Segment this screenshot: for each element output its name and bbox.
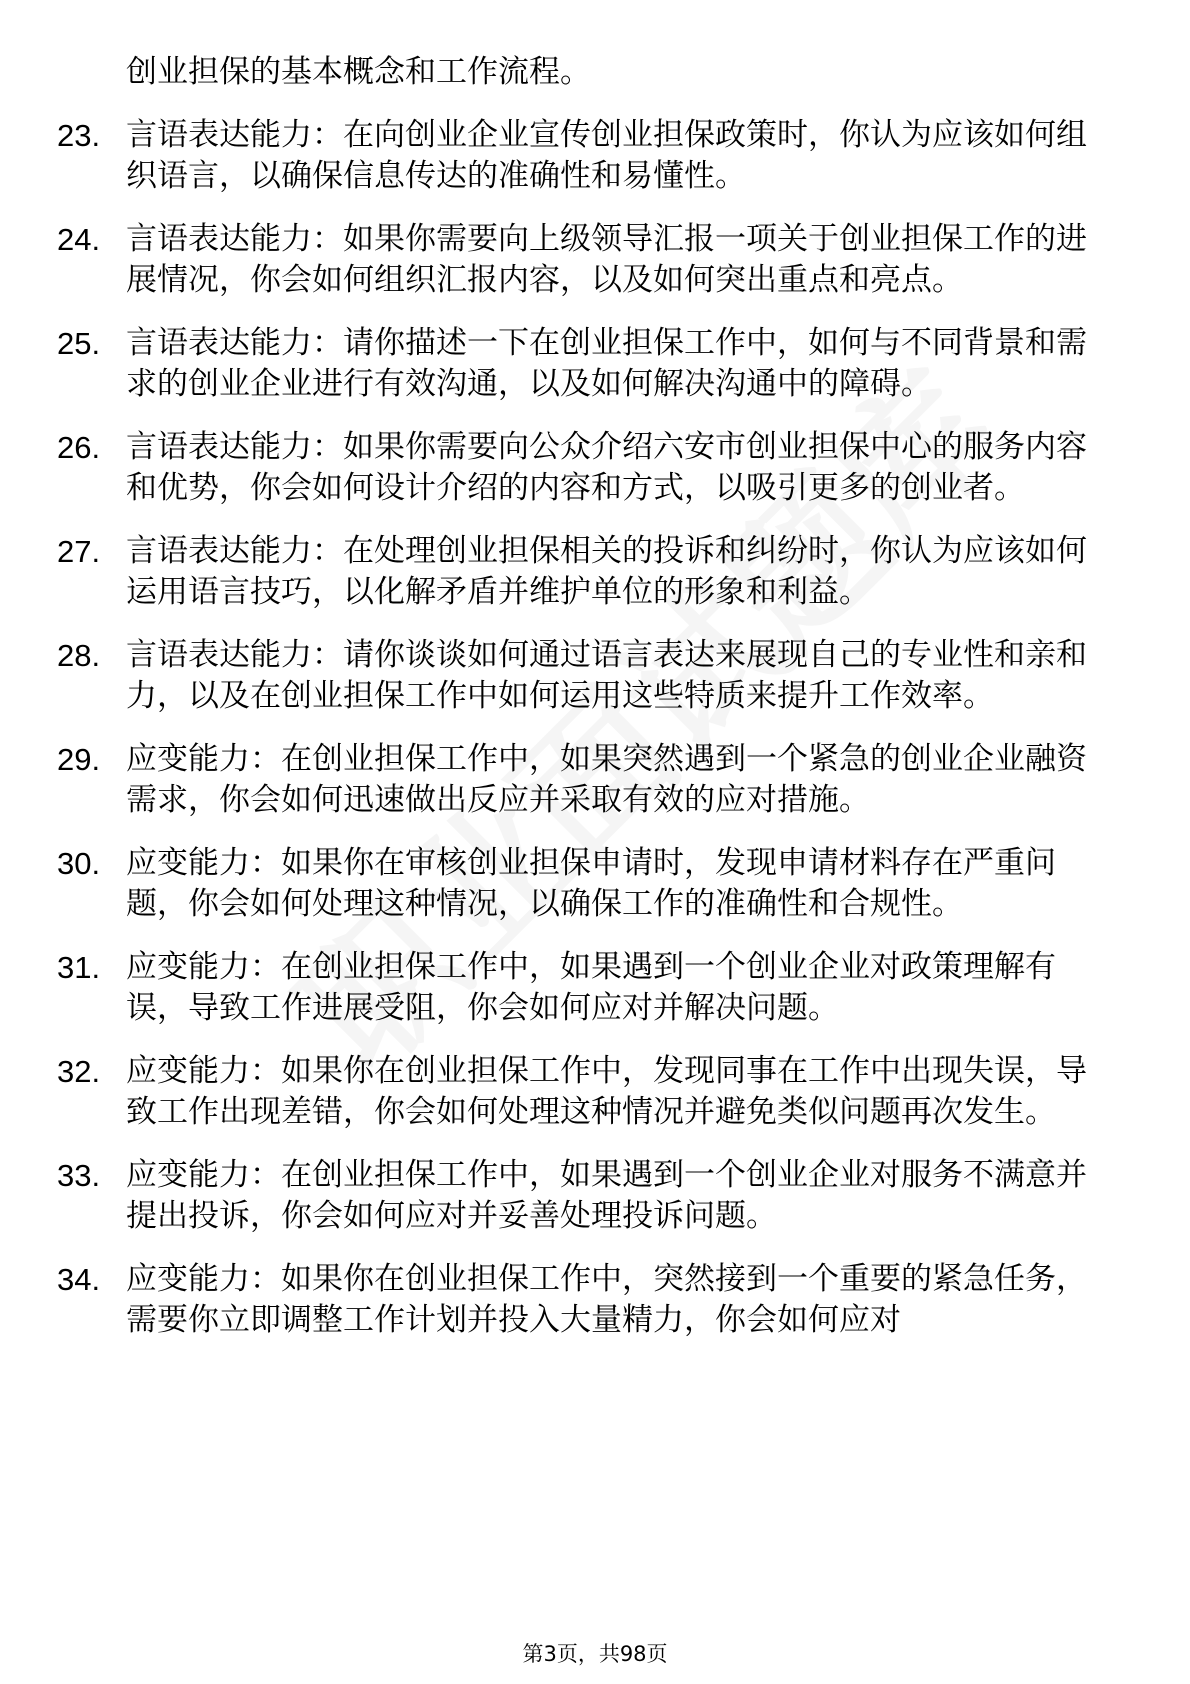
question-number: 24. xyxy=(57,222,101,257)
question-number: 34. xyxy=(57,1262,101,1297)
question-item xyxy=(0,115,1190,197)
question-number: 27. xyxy=(57,534,101,569)
question-text: 言语表达能力：在处理创业担保相关的投诉和纠纷时，你认为应该如何运用语言技巧，以化解矛盾并维护单位的形象和利益。 xyxy=(126,533,1087,610)
question-item xyxy=(0,947,1190,1029)
continuation-text: 创业担保的基本概念和工作流程。 xyxy=(126,54,591,90)
question-text: 应变能力：如果你在创业担保工作中，突然接到一个重要的紧急任务，需要你立即调整工作计划并投入大量精力，你会如何应对 xyxy=(126,1261,1087,1338)
question-text: 应变能力：如果你在创业担保工作中，发现同事在工作中出现失误，导致工作出现差错，你会如何处理这种情况并避免类似问题再次发生。 xyxy=(126,1053,1087,1130)
page-footer xyxy=(0,1640,1190,1668)
question-list xyxy=(0,115,1190,1341)
question-text: 言语表达能力：在向创业企业宣传创业担保政策时，你认为应该如何组织语言，以确保信息传达的准确性和易懂性。 xyxy=(126,117,1087,194)
page-number-label: 第3页，共98页 xyxy=(522,1642,668,1666)
question-number: 25. xyxy=(57,326,101,361)
question-item xyxy=(0,323,1190,405)
question-number: 26. xyxy=(57,430,101,465)
question-text: 应变能力：在创业担保工作中，如果遇到一个创业企业对政策理解有误，导致工作进展受阻，你会如何应对并解决问题。 xyxy=(126,949,1056,1026)
question-text: 应变能力：在创业担保工作中，如果遇到一个创业企业对服务不满意并提出投诉，你会如何应对并妥善处理投诉问题。 xyxy=(126,1157,1087,1234)
question-text: 言语表达能力：请你描述一下在创业担保工作中，如何与不同背景和需求的创业企业进行有效沟通，以及如何解决沟通中的障碍。 xyxy=(126,325,1087,402)
question-number: 30. xyxy=(57,846,101,881)
question-text: 应变能力：如果你在审核创业担保申请时，发现申请材料存在严重问题，你会如何处理这种情况，以确保工作的准确性和合规性。 xyxy=(126,845,1056,922)
question-item xyxy=(0,739,1190,821)
question-item xyxy=(0,1155,1190,1237)
question-text: 言语表达能力：请你谈谈如何通过语言表达来展现自己的专业性和亲和力，以及在创业担保工作中如何运用这些特质来提升工作效率。 xyxy=(126,637,1087,714)
question-number: 23. xyxy=(57,118,101,153)
question-number: 33. xyxy=(57,1158,101,1193)
question-text: 言语表达能力：如果你需要向公众介绍六安市创业担保中心的服务内容和优势，你会如何设计介绍的内容和方式，以吸引更多的创业者。 xyxy=(126,429,1087,506)
question-number: 32. xyxy=(57,1054,101,1089)
question-text: 应变能力：在创业担保工作中，如果突然遇到一个紧急的创业企业融资需求，你会如何迅速做出反应并采取有效的应对措施。 xyxy=(126,741,1087,818)
question-text: 言语表达能力：如果你需要向上级领导汇报一项关于创业担保工作的进展情况，你会如何组织汇报内容，以及如何突出重点和亮点。 xyxy=(126,221,1087,298)
question-number: 28. xyxy=(57,638,101,673)
question-number: 29. xyxy=(57,742,101,777)
question-number: 31. xyxy=(57,950,101,985)
question-item xyxy=(0,427,1190,509)
question-item xyxy=(0,531,1190,613)
question-item xyxy=(0,1051,1190,1133)
question-item xyxy=(0,843,1190,925)
question-content xyxy=(0,52,1190,1363)
question-item xyxy=(0,219,1190,301)
question-item xyxy=(0,1259,1190,1341)
question-item xyxy=(0,635,1190,717)
